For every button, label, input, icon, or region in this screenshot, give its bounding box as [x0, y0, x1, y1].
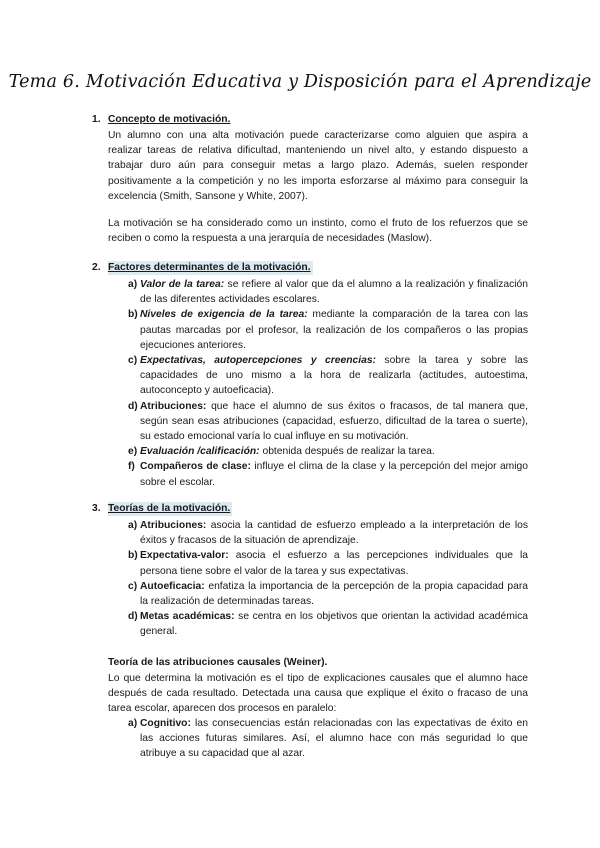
list-term: Atribuciones: — [140, 400, 207, 412]
list-marker: b) — [128, 550, 138, 562]
list-item — [108, 518, 528, 548]
document-title: Tema 6. Motivación Educativa y Disposición para el Aprendizaje — [8, 72, 592, 92]
section-3-heading — [92, 503, 232, 514]
section-2-title: Factores determinantes de la motivación. — [108, 262, 311, 273]
list-marker: e) — [128, 446, 138, 458]
list-text: se refiere al valor que da el alumno a la realización y finalización de las diferentes actividades escolares. — [140, 279, 528, 306]
section-1-number: 1. — [92, 114, 101, 125]
list-text: enfatiza la importancia de la percepción de la propia capacidad para la realización de determinadas tareas. — [140, 580, 528, 608]
list-text: las consecuencias están relacionadas con las expectativas de éxito en las acciones futuras similares. Así, el alumno hace con más seguridad lo que atribuye a su capacidad que al azar. — [140, 718, 528, 760]
list-term: Cognitivo: — [140, 718, 191, 729]
list-text: asocia el esfuerzo a las percepciones individuales que la persona tiene sobre el valor de la tarea y sus expectativas. — [140, 550, 528, 577]
section-2-heading — [92, 262, 313, 273]
list-item — [108, 579, 528, 609]
list-text: obtenida después de realizar la tarea. — [259, 446, 435, 458]
list-marker: c) — [128, 580, 138, 592]
list-item — [108, 353, 528, 399]
list-item — [108, 307, 528, 353]
list-marker: b) — [128, 309, 138, 321]
section-1-paragraph-1: Un alumno con una alta motivación puede caracterizarse como alguien que aspira a realizar tareas de relativa dificultad, manteniendo un nivel alto, y estando dispuesto a trabajar duro aún para conseguir metas a largo plazo. Además, suelen responder positivamente a la competición y no les importa esforzarse al máximo para conseguir la excelencia (Smith, Sansone y White, 2007). — [108, 130, 528, 202]
list-text: se centra en los objetivos que orientan la actividad académica general. — [140, 611, 528, 638]
list-text: que hace el alumno de sus éxitos o fracasos, de tal manera que, según sean esas atribuciones (capacidad, esfuerzo, dificultad de la tarea o suerte), su estado emocional varía lo cual influye en su motivación. — [140, 400, 528, 443]
list-term: Niveles de exigencia de la tarea: — [140, 309, 308, 321]
list-marker: a) — [128, 520, 138, 531]
section-2-number: 2. — [92, 262, 101, 273]
weiner-list — [108, 716, 528, 762]
list-term: Compañeros de clase: — [140, 461, 251, 473]
section-3-list — [108, 518, 528, 640]
list-item — [108, 609, 528, 639]
section-3-number: 3. — [92, 503, 101, 514]
section-1-heading — [92, 114, 230, 125]
list-term: Autoeficacia: — [140, 580, 205, 592]
list-term: Atribuciones: — [140, 520, 207, 531]
list-term: Expectativas, autopercepciones y creencias: — [140, 355, 376, 367]
section-1-title: Concepto de motivación. — [108, 114, 231, 125]
list-text: asocia la cantidad de esfuerzo empleado a la interpretación de los éxitos y fracasos de la situación de aprendizaje. — [140, 520, 528, 547]
list-marker: d) — [128, 400, 138, 412]
weiner-heading: Teoría de las atribuciones causales (Weiner). — [108, 657, 328, 668]
section-1-paragraph-2: La motivación se ha considerado como un instinto, como el fruto de los refuerzos que se reciben o como la respuesta a una jerarquía de necesidades (Maslow). — [108, 218, 528, 245]
list-item — [108, 399, 528, 445]
list-term: Expectativa-valor: — [140, 550, 229, 562]
section-3-title: Teorías de la motivación. — [108, 503, 231, 514]
list-term: Evaluación /calificación: — [140, 446, 260, 458]
list-term: Valor de la tarea: — [140, 279, 225, 290]
list-item — [108, 548, 528, 578]
list-item — [108, 444, 528, 459]
list-marker: d) — [128, 611, 138, 623]
list-term: Metas académicas: — [140, 611, 235, 623]
list-item — [108, 459, 528, 489]
list-text: influye el clima de la clase y la percepción del mejor amigo sobre el escolar. — [140, 461, 528, 488]
weiner-paragraph: Lo que determina la motivación es el tipo de explicaciones causales que el alumno hace después de cada resultado. Detectada una causa que explique el éxito o fracaso de una tarea escolar, aparecen dos procesos en paralelo: — [108, 673, 528, 715]
list-item — [108, 716, 528, 762]
section-2-list — [108, 277, 528, 490]
list-text: sobre la tarea y sobre las capacidades de uno mismo a la hora de realizarla (actitudes, autoestima, autoconcepto y autoeficacia). — [140, 355, 529, 397]
list-marker: a) — [128, 279, 138, 290]
list-marker: f) — [128, 461, 135, 473]
list-marker: c) — [128, 355, 138, 367]
list-item — [108, 277, 528, 307]
list-marker: a) — [128, 718, 138, 729]
list-text: mediante la comparación de la tarea con las pautas marcadas por el profesor, la realización de los compañeros o las propias ejecuciones anteriores. — [140, 309, 529, 351]
